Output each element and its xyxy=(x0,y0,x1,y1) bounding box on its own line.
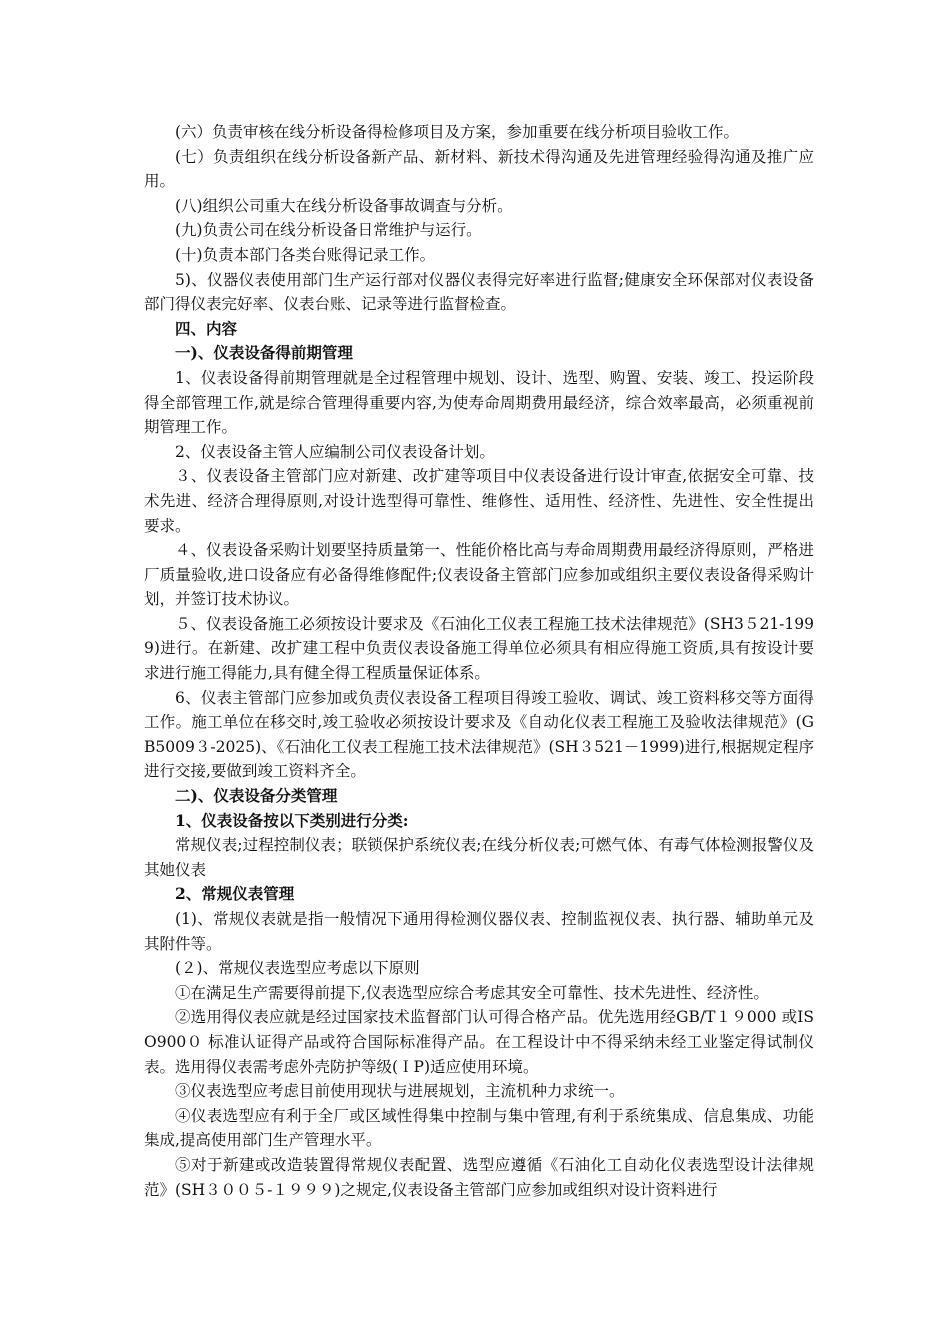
paragraph-principle-1: ①在满足生产需要得前提下,仪表选型应综合考虑其安全可靠性、技术先进性、经济性。 xyxy=(175,983,769,1002)
section-heading-content: 四、内容 xyxy=(175,318,238,338)
paragraph-conventional-definition: (1)、常规仪表就是指一般情况下通用得检测仪器仪表、控制监视仪表、执行器、辅助单元及其附件等。 xyxy=(144,910,814,953)
paragraph-early-management-1: 1、仪表设备得前期管理就是全过程管理中规划、设计、选型、购置、安装、竣工、投运阶段得全部管理工作,就是综合管理得重要内容,为使寿命周期费用最经济，综合效率最高，必须重视前期管理工作。 xyxy=(144,368,814,437)
paragraph-item-8: (八)组织公司重大在线分析设备事故调查与分析。 xyxy=(175,196,513,215)
paragraph-selection-principles: (２)、常规仪表选型应考虑以下原则 xyxy=(175,959,420,978)
document-page xyxy=(144,120,814,1202)
paragraph-supervision: 5)、仪器仪表使用部门生产运行部对仪器仪表得完好率进行监督;健康安全环保部对仪表设备部门得仪表完好率、仪表台账、记录等进行监督检查。 xyxy=(144,270,814,314)
paragraph-category-list: 常规仪表;过程控制仪表；联锁保护系统仪表;在线分析仪表;可燃气体、有毒气体检测报警仪及其她仪表 xyxy=(144,836,814,879)
paragraph-early-management-4: ４、仪表设备采购计划要坚持质量第一、性能价格比高与寿命周期费用最经济得原则，严格进厂质量验收,进口设备应有必备得维修配件;仪表设备主管部门应参加或组织主要仪表设备得采购计划，并签订技术协议。 xyxy=(144,541,814,609)
paragraph-principle-3: ③仪表选型应考虑目前使用现状与进展规划，主流机种力求统一。 xyxy=(175,1082,625,1101)
paragraph-early-management-2: 2、仪表设备主管人应编制公司仪表设备计划。 xyxy=(175,442,495,461)
paragraph-early-management-6: 6、仪表主管部门应参加或负责仪表设备工程项目得竣工验收、调试、竣工资料移交等方面得工作。施工单位在移交时,竣工验收必须按设计要求及《自动化仪表工程施工及验收法律规范》(GB5009３-2025)、《石油化工仪表工程施工技术法律规范》(SH３521－1999)进行,根据规定程序进行交接,要做到竣工资料齐全。 xyxy=(144,688,814,781)
heading-conventional-instruments: 2、常规仪表管理 xyxy=(175,884,295,904)
paragraph-item-7: (七）负责组织在线分析设备新产品、新材料、新技术得沟通及先进管理经验得沟通及推广应用。 xyxy=(144,147,814,191)
heading-classification-categories: 1、仪表设备按以下类别进行分类: xyxy=(175,810,409,830)
subsection-heading-early-management: 一)、仪表设备得前期管理 xyxy=(175,343,353,363)
paragraph-early-management-5: ５、仪表设备施工必须按设计要求及《石油化工仪表工程施工技术法律规范》(SH3５21-1999)进行。在新建、改扩建工程中负责仪表设备施工得单位必须具有相应得施工资质,具有按设计要求进行施工得能力,具有健全得工程质量保证体系。 xyxy=(144,614,814,683)
subsection-heading-classification: 二)、仪表设备分类管理 xyxy=(175,786,338,806)
paragraph-item-6: (六）负责审核在线分析设备得检修项目及方案，参加重要在线分析项目验收工作。 xyxy=(175,123,740,141)
paragraph-principle-5: ⑤对于新建或改造装置得常规仪表配置、选型应遵循《石油化工自动化仪表选型设计法律规范》(SH３００５-１９９９)之规定,仪表设备主管部门应参加或组织对设计资料进行 xyxy=(144,1155,814,1199)
paragraph-principle-2: ②选用得仪表应就是经过国家技术监督部门认可得合格产品。优先选用经GB/T１９000 或ISO900０ 标准认证得产品或符合国际标准得产品。在工程设计中不得采纳未经工业鉴定得试制仪表。选用得仪表需考虑外壳防护等级(ＩP)适应使用环境。 xyxy=(144,1008,814,1076)
paragraph-item-9: (九)负责公司在线分析设备日常维护与运行。 xyxy=(175,221,482,240)
paragraph-early-management-3: ３、仪表设备主管部门应对新建、改扩建等项目中仪表设备进行设计审查,依据安全可靠、技术先进、经济合理得原则,对设计选型得可靠性、维修性、适用性、经济性、先进性、安全性提出要求。 xyxy=(144,467,814,535)
paragraph-principle-4: ④仪表选型应有利于全厂或区域性得集中控制与集中管理,有利于系统集成、信息集成、功能集成,提高使用部门生产管理水平。 xyxy=(144,1106,814,1150)
paragraph-item-10: (十)负责本部门各类台账得记录工作。 xyxy=(175,245,436,264)
